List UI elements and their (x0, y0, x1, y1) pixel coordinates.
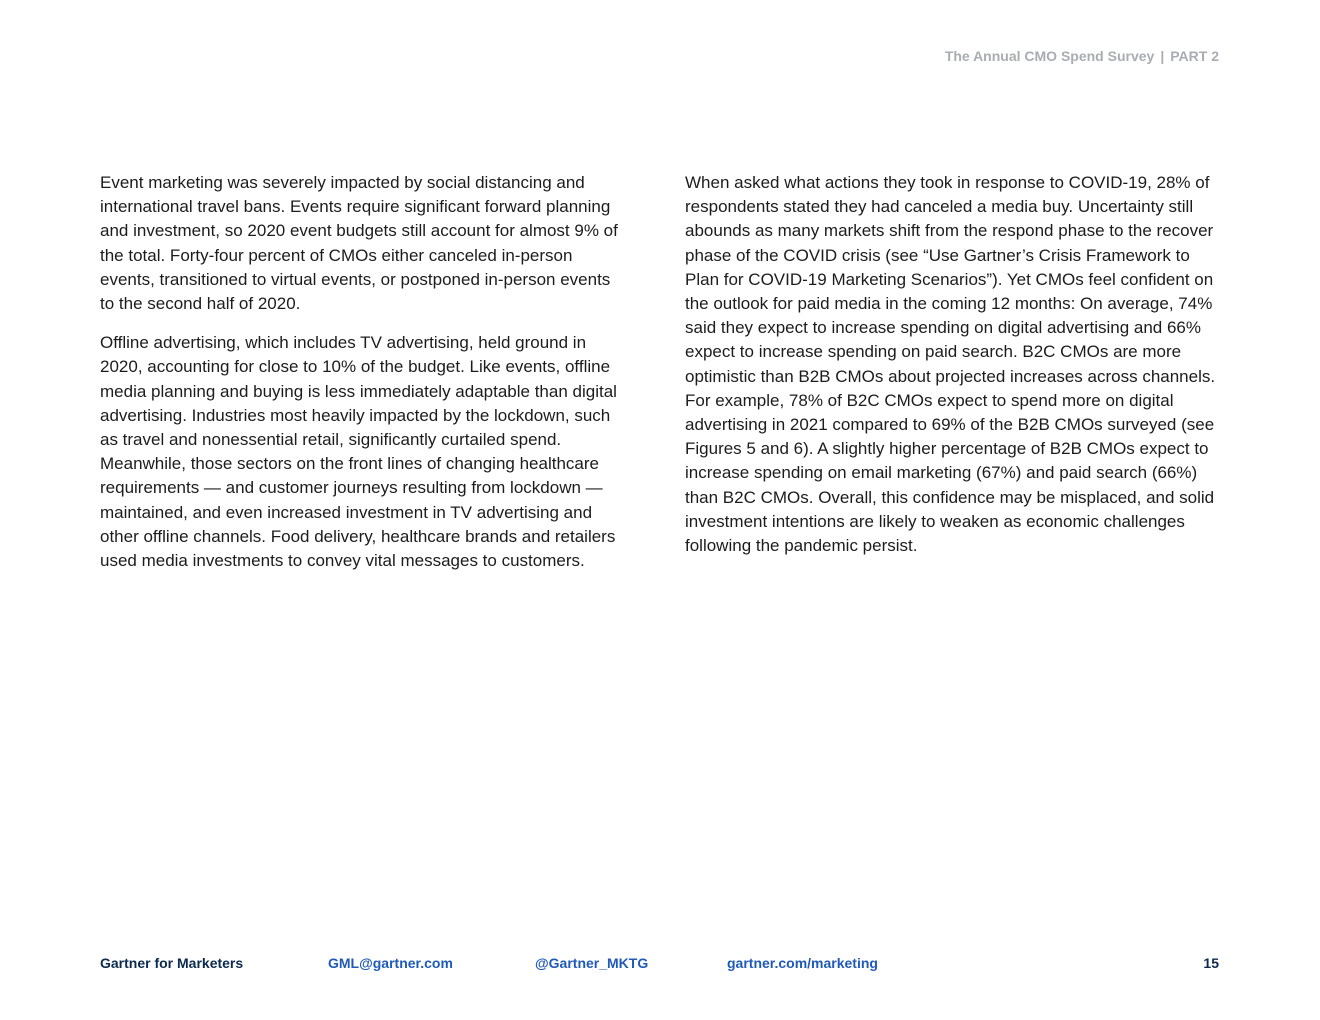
right-column (685, 171, 1225, 573)
paragraph-offline-advertising: Offline advertising, which includes TV advertising, held ground in 2020, accounting for close to 10% of the budget. Like events, offline media planning and buying is less immediately adaptable than digital advertising. Industries most heavily impacted by the lockdown, such as travel and nonessential retail, significantly curtailed spend. Meanwhile, those sectors on the front lines of changing healthcare requirements — and customer journeys resulting from lockdown — maintained, and even increased investment in TV advertising and other offline channels. Food delivery, healthcare brands and retailers used media investments to convey vital messages to customers. (100, 333, 617, 571)
footer-twitter-link[interactable]: @Gartner_MKTG (535, 955, 649, 971)
footer-website-link[interactable]: gartner.com/marketing (727, 955, 878, 971)
footer-brand: Gartner for Marketers (100, 955, 244, 971)
report-part: PART 2 (1170, 48, 1219, 64)
running-header (945, 48, 1219, 64)
header-separator: | (1160, 48, 1165, 64)
footer-email-link[interactable]: GML@gartner.com (328, 955, 453, 971)
paragraph-covid-actions: When asked what actions they took in response to COVID-19, 28% of respondents stated they had canceled a media buy. Uncertainty still abounds as many markets shift from the respond phase to the recover phase of the COVID crisis (see “Use Gartner’s Crisis Framework to Plan for COVID-19 Marketing Scenarios”). Yet CMOs feel confident on the outlook for paid media in the coming 12 months: On average, 74% said they expect to increase spending on digital advertising and 66% expect to increase spending on paid search. B2C CMOs are more optimistic than B2B CMOs about projected increases across channels. For example, 78% of B2C CMOs expect to spend more on digital advertising in 2021 compared to 69% of the B2B CMOs surveyed (see Figures 5 and 6). A slightly higher percentage of B2B CMOs expect to increase spending on email marketing (67%) and paid search (66%) than B2C CMOs. Overall, this confidence may be misplaced, and solid investment intentions are likely to weaken as economic challenges following the pandemic persist. (685, 173, 1216, 556)
left-column (100, 171, 628, 588)
footer (100, 955, 1220, 975)
page-number: 15 (1203, 955, 1219, 971)
report-title: The Annual CMO Spend Survey (944, 48, 1155, 64)
paragraph-event-marketing: Event marketing was severely impacted by social distancing and international travel bans. Events require significant forward planning and investment, so 2020 event budgets still account for almost 9% of the total. Forty-four percent of CMOs either canceled in-person events, transitioned to virtual events, or postponed in-person events to the second half of 2020. (100, 173, 618, 314)
